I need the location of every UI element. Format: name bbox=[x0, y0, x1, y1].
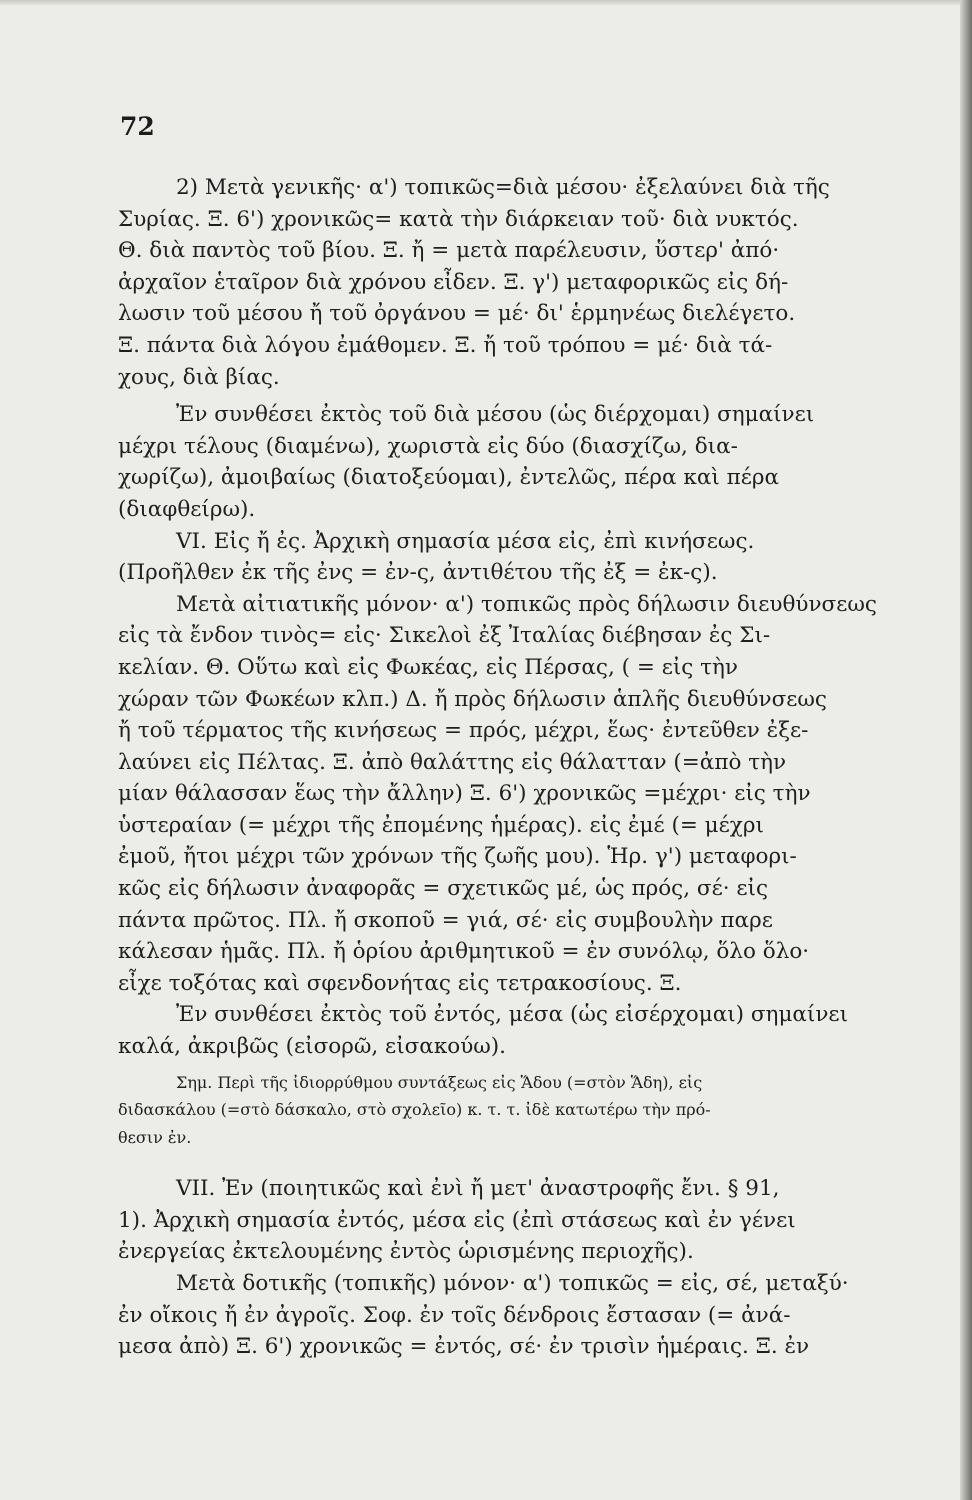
footnote bbox=[118, 1069, 926, 1152]
text-line: λωσιν τοῦ μέσου ἤ τοῦ ὀργάνου = μέ· δι' ἑρμηνέως διελέγετο. bbox=[118, 301, 796, 327]
page-top-edge bbox=[0, 0, 972, 6]
text-line: Μετὰ αἰτιατικῆς μόνον· α') τοπικῶς πρὸς δήλωσιν διευθύνσεως bbox=[176, 591, 877, 617]
text-line: καλά, ἀκριβῶς (εἰσορῶ, εἰσακούω). bbox=[118, 1034, 507, 1060]
text-line: Θ. διὰ παντὸς τοῦ βίου. Ξ. ἤ = μετὰ παρέλευσιν, ὕστερ' ἀπό· bbox=[118, 238, 780, 264]
text-line: πάντα πρῶτος. Πλ. ἤ σκοποῦ = γιά, σέ· εἰς συμβουλὴν παρε bbox=[118, 907, 773, 933]
text-line: χώραν τῶν Φωκέων κλπ.) Δ. ἤ πρὸς δήλωσιν ἁπλῆς διευθύνσεως bbox=[118, 686, 827, 712]
text-line: εἰς τὰ ἔνδον τινὸς= εἰς· Σικελοὶ ἐξ Ἰταλίας διέβησαν ἐς Σι- bbox=[118, 623, 771, 649]
text-line: μίαν θάλασσαν ἕως τὴν ἄλλην) Ξ. 6') χρονικῶς =μέχρι· εἰς τὴν bbox=[118, 781, 811, 807]
footnote-line: διδασκάλου (=στὸ δάσκαλο, στὸ σχολεῖο) κ. τ. τ. ἰδὲ κατωτέρω τὴν πρό- bbox=[118, 1100, 711, 1120]
text-line: χους, διὰ βίας. bbox=[118, 364, 280, 390]
section-heading-vii: VII. Ἐν (ποιητικῶς καὶ ἐνὶ ἤ μετ' ἀναστροφῆς ἔνι. § 91, bbox=[176, 1176, 780, 1202]
text-line: εἶχε τοξότας καὶ σφενδονήτας εἰς τετρακοσίους. Ξ. bbox=[118, 970, 682, 996]
text-line: Μετὰ δοτικῆς (τοπικῆς) μόνον· α') τοπικῶς = εἰς, σέ, μεταξύ· bbox=[176, 1270, 849, 1296]
page-right-edge-shadow bbox=[960, 0, 972, 1500]
text-line: Ἐν συνθέσει ἐκτὸς τοῦ διὰ μέσου (ὡς διέρχομαι) σημαίνει bbox=[176, 402, 815, 428]
text-line: μεσα ἀπὸ) Ξ. 6') χρονικῶς = ἐντός, σέ· ἐν τρισὶν ἡμέραις. Ξ. ἐν bbox=[118, 1334, 810, 1360]
text-line: χωρίζω), ἀμοιβαίως (διατοξεύομαι), ἐντελῶς, πέρα καὶ πέρα bbox=[118, 465, 780, 491]
text-line: κῶς εἰς δήλωσιν ἀναφορᾶς = σχετικῶς μέ, ὡς πρός, σέ· εἰς bbox=[118, 876, 768, 902]
text-line: Ἐν συνθέσει ἐκτὸς τοῦ ἐντός, μέσα (ὡς εἰσέρχομαι) σημαίνει bbox=[176, 1002, 849, 1028]
text-line: κελίαν. Θ. Οὕτω καὶ εἰς Φωκέας, εἰς Πέρσας, ( = εἰς τὴν bbox=[118, 654, 739, 680]
page-number: 72 bbox=[120, 112, 155, 141]
text-line: (διαφθείρω). bbox=[118, 496, 256, 522]
section-heading-vi: VI. Εἰς ἤ ἐς. Ἀρχικὴ σημασία μέσα εἰς, ἐπὶ κινήσεως. bbox=[176, 528, 755, 554]
text-line: (Προῆλθεν ἐκ τῆς ἐνς = ἐν-ς, ἀντιθέτου τῆς ἐξ = ἐκ-ς). bbox=[118, 560, 718, 586]
text-line: ἐμοῦ, ἤτοι μέχρι τῶν χρόνων τῆς ζωῆς μου). Ἡρ. γ') μεταφορι- bbox=[118, 844, 797, 870]
text-line: λαύνει εἰς Πέλτας. Ξ. ἀπὸ θαλάττης εἰς θάλατταν (=ἀπὸ τὴν bbox=[118, 749, 787, 775]
text-line: ἐν οἴκοις ἤ ἐν ἀγροῖς. Σοφ. ἐν τοῖς δένδροις ἔστασαν (= ἀνά- bbox=[118, 1302, 791, 1328]
text-line: ἤ τοῦ τέρματος τῆς κινήσεως = πρός, μέχρι, ἕως· ἐντεῦθεν ἐξε- bbox=[118, 718, 809, 744]
text-line: 2) Μετὰ γενικῆς· α') τοπικῶς=διὰ μέσου· ἐξελαύνει διὰ τῆς bbox=[176, 175, 830, 200]
text-line: κάλεσαν ἡμᾶς. Πλ. ἤ ὁρίου ἀριθμητικοῦ = ἐν συνόλῳ, ὅλο ὅλο· bbox=[118, 939, 810, 965]
text-line: 1). Ἀρχικὴ σημασία ἐντός, μέσα εἰς (ἐπὶ στάσεως καὶ ἐν γένει bbox=[118, 1207, 796, 1233]
text-line: Ξ. πάντα διὰ λόγου ἐμάθομεν. Ξ. ἤ τοῦ τρόπου = μέ· διὰ τά- bbox=[118, 332, 773, 358]
text-line: μέχρι τέλους (διαμένω), χωριστὰ εἰς δύο (διασχίζω, δια- bbox=[118, 433, 738, 459]
text-line: Συρίας. Ξ. 6') χρονικῶς= κατὰ τὴν διάρκειαν τοῦ· διὰ νυκτός. bbox=[118, 206, 799, 232]
text-line: ἀρχαῖον ἑταῖρον διὰ χρόνου εἶδεν. Ξ. γ') μεταφορικῶς εἰς δή- bbox=[118, 269, 789, 295]
body-text bbox=[118, 172, 926, 1363]
text-line: ἐνεργείας ἐκτελουμένης ἐντὸς ὡρισμένης περιοχῆς). bbox=[118, 1239, 694, 1265]
footnote-line: Σημ. Περὶ τῆς ἰδιορρύθμου συντάξεως εἰς Ἅδου (=στὸν Ἅδη), εἰς bbox=[176, 1072, 703, 1092]
footnote-line: θεσιν ἐν. bbox=[118, 1127, 192, 1147]
text-line: ὑστεραίαν (= μέχρι τῆς ἐπομένης ἡμέρας). εἰς ἐμέ (= μέχρι bbox=[118, 812, 764, 838]
